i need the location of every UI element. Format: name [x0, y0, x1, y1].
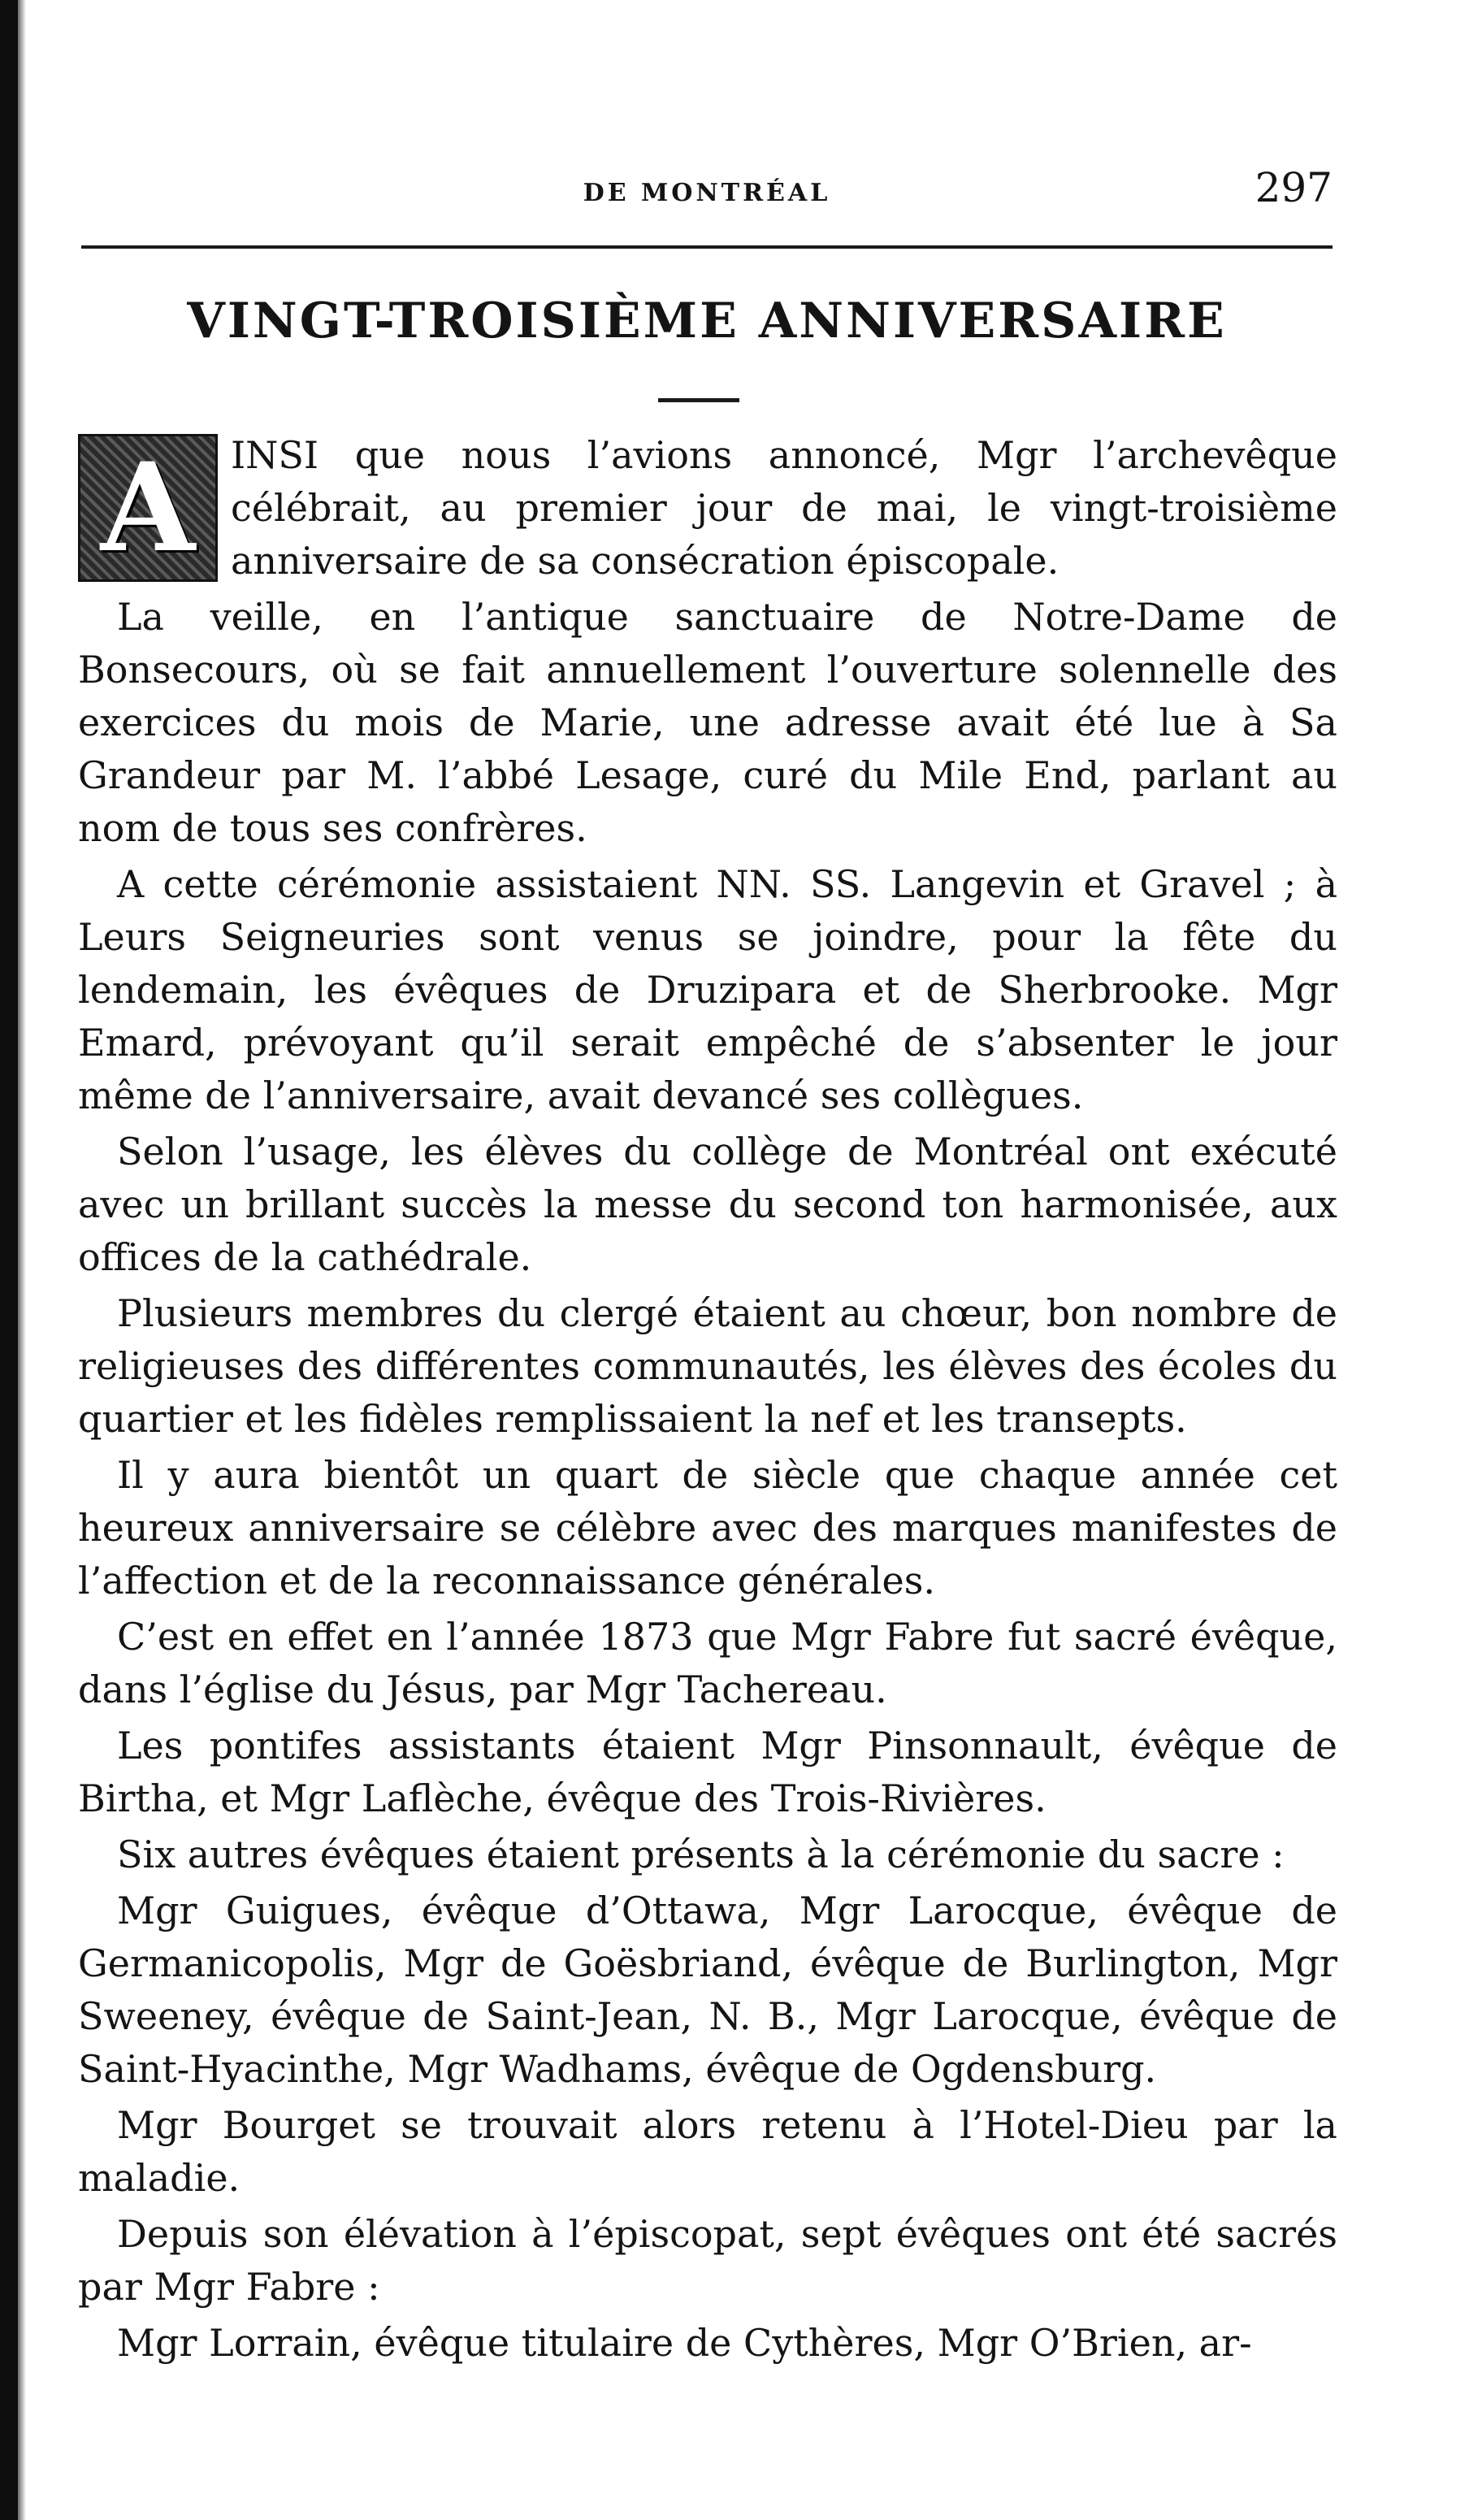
section-heading: VINGT-TROISIÈME ANNIVERSAIRE	[187, 293, 1227, 349]
paragraph-text: INSI que nous l’avions annoncé, Mgr l’archevêque célébrait, au premier jour de mai, le vingt-troisième anniversaire de sa consécration épiscopale.	[231, 433, 1337, 583]
paragraph	[78, 429, 1337, 588]
drop-cap-letter: A	[100, 436, 196, 579]
paragraph: Six autres évêques étaient présents à la cérémonie du sacre :	[117, 1833, 1285, 1876]
paragraph: Depuis son élévation à l’épiscopat, sept évêques ont été sacrés par Mgr Fabre :	[78, 2212, 1337, 2309]
paragraph: La veille, en l’antique sanctuaire de Notre-Dame de Bonsecours, où se fait annuellement l’ouverture solennelle des exercices du mois de Marie, une adresse avait été lue à Sa Grandeur par M. l’abbé Lesage, curé du Mile End, parlant au nom de tous ses confrères.	[78, 595, 1337, 850]
paragraph: Mgr Lorrain, évêque titulaire de Cythères, Mgr O’Brien, ar-	[117, 2321, 1252, 2365]
running-head	[81, 154, 1332, 219]
paragraph: Selon l’usage, les élèves du collège de Montréal ont exécuté avec un brillant succès la messe du second ton harmonisée, aux offices de la cathédrale.	[78, 1130, 1337, 1279]
heading-rule	[658, 398, 739, 402]
drop-cap-ornament	[78, 434, 218, 582]
running-title: DE MONTRÉAL	[583, 179, 831, 207]
page-binding-edge	[0, 0, 18, 2520]
paragraph: C’est en effet en l’année 1873 que Mgr Fabre fut sacré évêque, dans l’église du Jésus, par Mgr Tachereau.	[78, 1615, 1337, 1711]
header-rule	[81, 245, 1332, 249]
paragraph: A cette cérémonie assistaient NN. SS. Langevin et Gravel ; à Leurs Seigneuries sont venus se joindre, pour la fête du lendemain, les évêques de Druzipara et de Sherbrooke. Mgr Emard, prévoyant qu’il serait empêché de s’absenter le jour même de l’anniversaire, avait devancé ses collègues.	[78, 862, 1337, 1117]
paragraph: Plusieurs membres du clergé étaient au chœur, bon nombre de religieuses des différentes communautés, les élèves des écoles du quartier et les fidèles remplissaient la nef et les transepts.	[78, 1291, 1337, 1441]
body-text	[78, 429, 1337, 2373]
paragraph: Mgr Guigues, évêque d’Ottawa, Mgr Larocque, évêque de Germanicopolis, Mgr de Goësbriand, évêque de Burlington, Mgr Sweeney, évêque de Saint-Jean, N. B., Mgr Larocque, évêque de Saint-Hyacinthe, Mgr Wadhams, évêque de Ogdensburg.	[78, 1889, 1337, 2091]
paragraph: Mgr Bourget se trouvait alors retenu à l’Hotel-Dieu par la maladie.	[78, 2103, 1337, 2200]
paragraph: Il y aura bientôt un quart de siècle que chaque année cet heureux anniversaire se célèbre avec des marques manifestes de l’affection et de la reconnaissance générales.	[78, 1453, 1337, 1603]
page-number: 297	[1254, 164, 1332, 211]
page-binding-shadow	[18, 0, 26, 2520]
paragraph: Les pontifes assistants étaient Mgr Pinsonnault, évêque de Birtha, et Mgr Laflèche, évêque des Trois-Rivières.	[78, 1724, 1337, 1820]
